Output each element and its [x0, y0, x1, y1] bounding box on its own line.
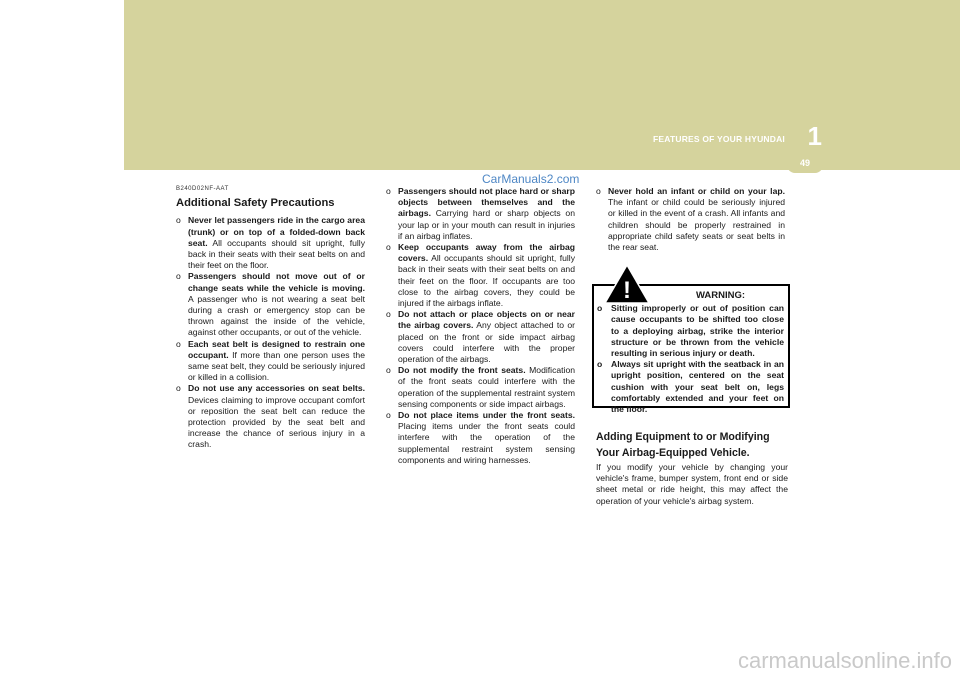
section-code: B240D02NF-AAT — [176, 186, 229, 192]
subsection-body: If you modify your vehicle by changing your vehicle's frame, bumper system, front end or side sheet metal or ride height, this may affect the operation of your vehicle's airbag system. — [596, 462, 788, 506]
chapter-number: 1 — [807, 121, 822, 151]
list-item: o Do not use any accessories on seat belts. Devices claiming to improve occupant comfort or reposition the seat belt can reduce the protection provided by the seat belt and increase the chance of serious injury in a crash. — [176, 383, 365, 450]
subsection-heading: Adding Equipment to or Modifying Your Airbag-Equipped Vehicle. — [596, 431, 770, 459]
list-item: o Each seat belt is designed to restrain one occupant. If more than one person uses the same seat belt, they could be seriously injured or killed in a collision. — [176, 338, 365, 383]
column-1 — [176, 184, 365, 451]
watermark-bottom[interactable]: carmanualsonline.info — [737, 648, 952, 673]
page-number: 49 — [799, 158, 810, 168]
warning-item: o Sitting improperly or out of position can cause occupants to be shifted too close to a deploying airbag, strike the interior structure or be thrown from the vehicle resulting in serious injury or death. — [597, 303, 784, 359]
column-3 — [596, 186, 785, 253]
list-item: o Passengers should not place hard or sharp objects between themselves and the airbags. Carrying hard or sharp objects on your lap or in your mouth can result in injuries if an airbag inflates. — [386, 186, 575, 241]
list-item: o Keep occupants away from the airbag covers. All occupants should sit upright, fully back in their seats with their seat belts on and their feet on the floor. If occupants are too close to the airbag covers, they could be injured if the airbags inflate. — [386, 242, 575, 309]
warning-triangle-icon — [604, 264, 650, 304]
warning-item: o Always sit upright with the seatback in an upright position, centered on the seat cushion with your seat belt on, legs comfortably extended and your feet on the floor. — [597, 359, 784, 415]
warning-symbol: ! — [623, 277, 631, 304]
list-item: o Do not attach or place objects on or near the airbag covers. Any object attached to or placed on the front or side impact airbag covers could interfere with the proper operation of the airbags. — [386, 309, 575, 365]
list-item: o Do not modify the front seats. Modification of the front seats could interfere with the operation of the supplemental restraint system sensing components or side impact airbags. — [386, 365, 576, 409]
page-number-tab — [787, 155, 823, 173]
list-item: o Do not place items under the front seats. Placing items under the front seats could interfere with the operation of the supplemental restraint system sensing components and wiring harnesses. — [386, 410, 575, 465]
list-item: o Passengers should not move out of or change seats while the vehicle is moving. A passenger who is not wearing a seat belt during a crash or emergency stop can be thrown against the inside of the vehicle, against other occupants, or out of the vehicle. — [176, 271, 365, 338]
warning-title: WARNING: — [695, 290, 746, 301]
column-2 — [386, 186, 575, 466]
list-item: o Never let passengers ride in the cargo area (trunk) or on top of a folded-down back seat. All occupants should sit upright, fully back in their seats with their seat belts on and their feet on the floor. — [176, 215, 365, 271]
list-item: o Never hold an infant or child on your lap. The infant or child could be seriously injured or killed in the event of a crash. All infants and children should be properly restrained in appropriate child safety seats or seat belts in the rear seat. — [596, 186, 785, 253]
header-band — [124, 0, 960, 170]
section-heading: Additional Safety Precautions — [176, 197, 335, 210]
watermark-top[interactable]: CarManuals2.com — [482, 172, 580, 186]
section-label: FEATURES OF YOUR HYUNDAI — [653, 134, 785, 144]
